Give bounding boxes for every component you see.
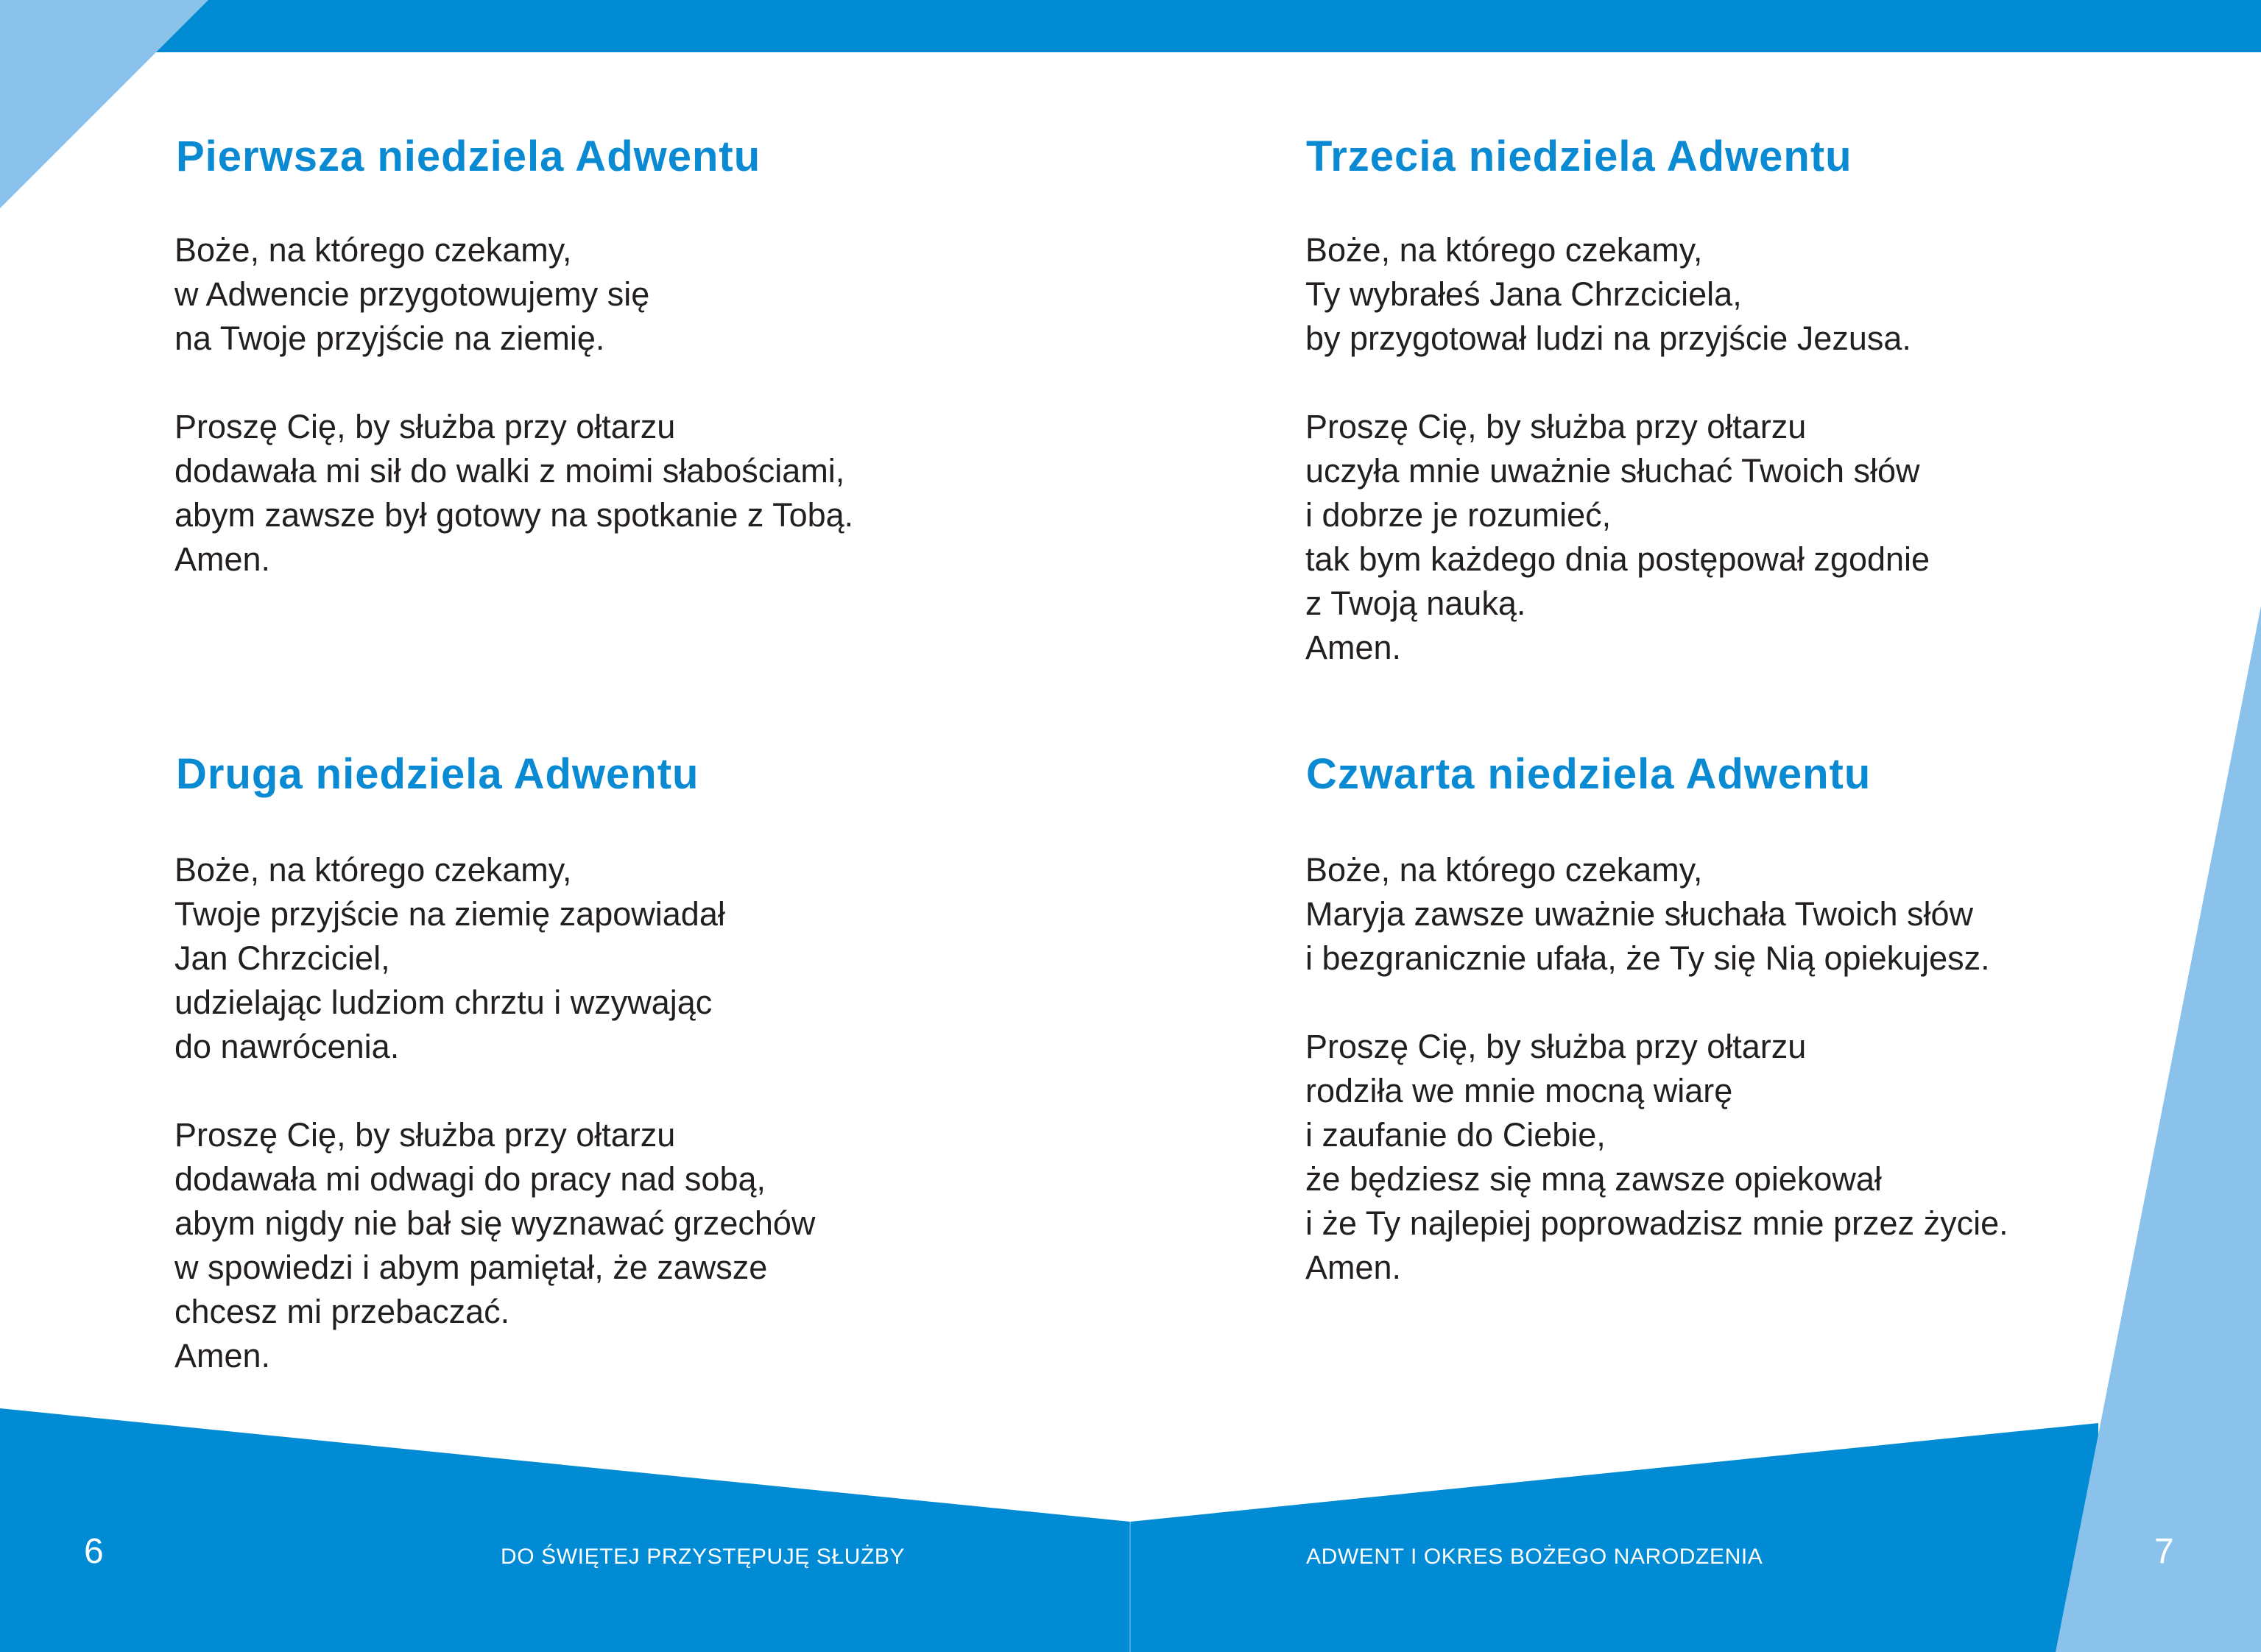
prayer-fourth-sunday: [1305, 848, 2008, 1290]
prayer-line: Ty wybrałeś Jana Chrzciciela,: [1305, 275, 1742, 313]
footer-title-left: DO ŚWIĘTEJ PRZYSTĘPUJĘ SŁUŻBY: [501, 1545, 906, 1569]
prayer-line: w Adwencie przygotowujemy się: [174, 275, 650, 313]
prayer-line: Boże, na którego czekamy,: [1305, 851, 1703, 889]
prayer-line: Jan Chrzciciel,: [174, 939, 390, 977]
prayer-line: Boże, na którego czekamy,: [1305, 231, 1703, 269]
prayer-line: Proszę Cię, by służba przy ołtarzu: [174, 1116, 676, 1154]
prayer-line: i że Ty najlepiej poprowadzisz mnie przez życie.: [1305, 1204, 2008, 1242]
section-title-third-sunday: Trzecia niedziela Adwentu: [1306, 133, 1852, 180]
prayer-amen: Amen.: [1305, 1249, 1402, 1286]
stanza: [174, 405, 853, 582]
stanza: [1305, 1025, 2008, 1290]
prayer-line: dodawała mi sił do walki z moimi słabościami,: [174, 452, 845, 490]
page-number-right: 7: [2154, 1532, 2174, 1571]
prayer-line: tak bym każdego dnia postępował zgodnie: [1305, 540, 1930, 578]
prayer-line: chcesz mi przebaczać.: [174, 1293, 510, 1330]
prayer-line: na Twoje przyjście na ziemię.: [174, 320, 605, 357]
prayer-line: Boże, na którego czekamy,: [174, 231, 572, 269]
stanza: [1305, 405, 1930, 670]
prayer-line: w spowiedzi i abym pamiętał, że zawsze: [174, 1249, 768, 1286]
stanza: [174, 1113, 815, 1378]
prayer-line: dodawała mi odwagi do pracy nad sobą,: [174, 1160, 766, 1198]
prayer-third-sunday: [1305, 228, 1930, 670]
prayer-line: Proszę Cię, by służba przy ołtarzu: [1305, 408, 1807, 445]
prayer-amen: Amen.: [174, 1337, 271, 1374]
prayer-line: rodziła we mnie mocną wiarę: [1305, 1072, 1733, 1109]
stanza: [1305, 228, 1930, 361]
section-title-first-sunday: Pierwsza niedziela Adwentu: [176, 133, 761, 180]
prayer-line: Proszę Cię, by służba przy ołtarzu: [1305, 1028, 1807, 1065]
prayer-line: uczyła mnie uważnie słuchać Twoich słów: [1305, 452, 1920, 490]
prayer-line: i zaufanie do Ciebie,: [1305, 1116, 1606, 1154]
prayer-first-sunday: [174, 228, 853, 582]
prayer-line: abym nigdy nie bał się wyznawać grzechów: [174, 1204, 816, 1242]
section-title-fourth-sunday: Czwarta niedziela Adwentu: [1306, 750, 1872, 798]
prayer-line: do nawrócenia.: [174, 1028, 400, 1065]
prayer-line: by przygotował ludzi na przyjście Jezusa.: [1305, 320, 1911, 357]
page-number-left: 6: [84, 1532, 104, 1571]
prayer-second-sunday: [174, 848, 815, 1378]
prayer-line: abym zawsze był gotowy na spotkanie z Tobą.: [174, 496, 854, 534]
prayer-line: Twoje przyjście na ziemię zapowiadał: [174, 895, 725, 933]
top-blue-band: [156, 0, 2261, 52]
stanza: [1305, 848, 2008, 981]
prayer-line: i dobrze je rozumieć,: [1305, 496, 1612, 534]
prayer-line: i bezgranicznie ufała, że Ty się Nią opiekujesz.: [1305, 939, 1990, 977]
prayer-amen: Amen.: [1305, 629, 1402, 666]
stanza: [174, 228, 853, 361]
prayer-line: Boże, na którego czekamy,: [174, 851, 572, 889]
prayer-line: Proszę Cię, by służba przy ołtarzu: [174, 408, 676, 445]
prayer-amen: Amen.: [174, 540, 271, 578]
section-title-second-sunday: Druga niedziela Adwentu: [176, 750, 699, 798]
prayer-line: udzielając ludziom chrztu i wzywając: [174, 984, 713, 1021]
prayer-line: że będziesz się mną zawsze opiekował: [1305, 1160, 1882, 1198]
footer-title-right: ADWENT I OKRES BOŻEGO NARODZENIA: [1306, 1545, 1763, 1569]
stanza: [174, 848, 815, 1069]
prayer-line: z Twoją nauką.: [1305, 585, 1526, 622]
prayer-line: Maryja zawsze uważnie słuchała Twoich słów: [1305, 895, 1974, 933]
